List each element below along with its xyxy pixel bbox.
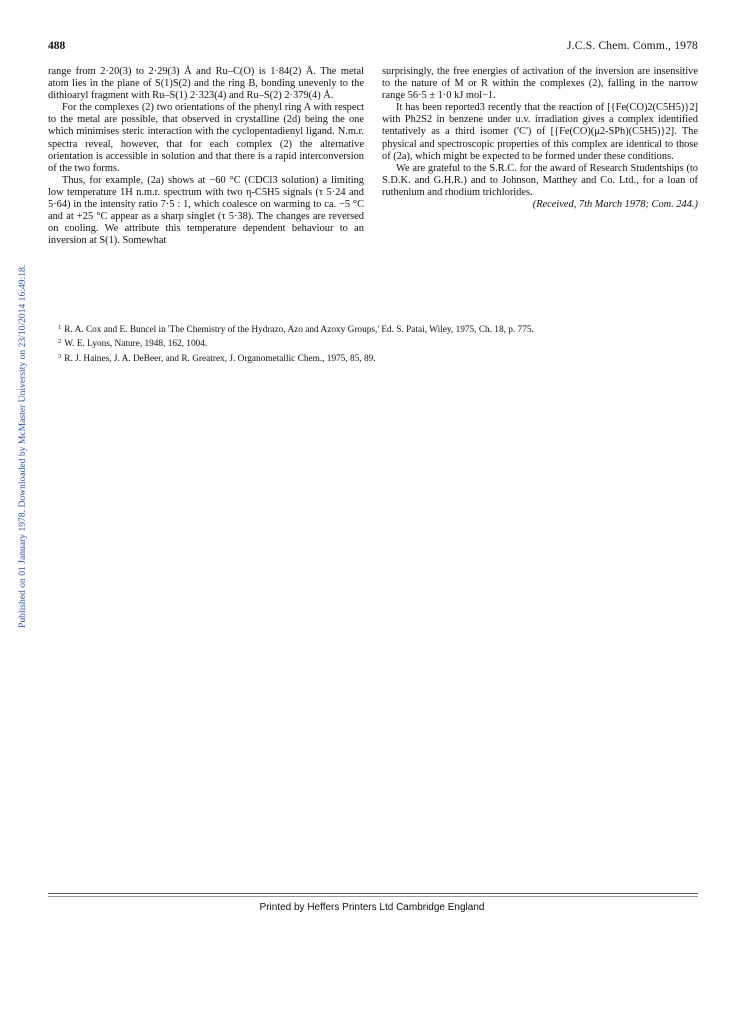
side-publication-note [4,228,28,638]
reference-item [58,322,698,336]
left-column [48,66,364,247]
reference-text: R. J. Haines, J. A. DeBeer, and R. Greatrex, J. Organometallic Chem., 1975, 85, 89. [64,353,376,364]
reference-number: 3 [58,352,62,360]
reference-item [58,336,698,350]
reference-number: 2 [58,338,62,346]
right-column [382,66,698,211]
side-note-text: Published on 01 January 1978. Downloaded by McMaster University on 23/10/2014 16:49:18. [17,264,28,628]
left-paragraph-1: range from 2·20(3) to 2·29(3) Å and Ru–C(O) is 1·84(2) Å. The metal atom lies in the plane of S(1)S(2) and the ring B, bonding unevenly to the dithioaryl fragment with Ru–S(1) 2·323(4) and Ru–S(2) 2·379(4) Å. [48,66,364,102]
reference-text: W. E. Lyons, Nature, 1948, 162, 1004. [64,339,208,350]
footer-rule-bottom [48,896,698,897]
page-number: 488 [48,40,66,52]
left-paragraph-2: For the complexes (2) two orientations of the phenyl ring A with respect to the metal are possible, that observed in crystalline (2d) being the one which minimises steric interaction with the cyclopentadienyl ligand. N.m.r. spectra reveal, however, that for each complex (2) the alternative orientation is accessible in solution and that there is a rapid interconversion of the two forms. [48,102,364,174]
reference-text: R. A. Cox and E. Buncel in 'The Chemistry of the Hydrazo, Azo and Azoxy Groups,' Ed. S. Patai, Wiley, 1975, Ch. 18, p. 775. [64,325,534,335]
footer-rule-top [48,893,698,894]
right-paragraph-2: It has been reported3 recently that the reaction of [{Fe(CO)2(C5H5)}2] with Ph2S2 in benzene under u.v. irradiation gives a complex identified tentatively as a third isomer ('C') of [{Fe(CO)(μ2-SPh)(C5H5)}2]. The physical and spectroscopic properties of this complex are identical to those of (2a), which might be expected to be formed under these conditions. [382,102,698,162]
references-list [58,322,698,365]
running-head: J.C.S. Chem. Comm., 1978 [567,40,698,52]
received-date: (Received, 7th March 1978; Com. 244.) [532,199,698,211]
right-paragraph-1: surprisingly, the free energies of activation of the inversion are insensitive to the nature of M or R within the complexes (2), falling in the narrow range 56·5 ± 1·0 kJ mol−1. [382,66,698,102]
left-paragraph-3: Thus, for example, (2a) shows at −60 °C (CDCl3 solution) a limiting low temperature 1H n.m.r. spectrum with two η-C5H5 signals (τ 5·24 and 5·64) in the intensity ratio 7·5 : 1, which coalesce on warming to ca. −5 °C and at +25 °C appear as a sharp singlet (τ 5·38). The changes are reversed on cooling. We attribute this temperature dependent behaviour to an inversion at S(1). Somewhat [48,174,364,247]
reference-item [58,351,698,365]
right-paragraph-3: We are grateful to the S.R.C. for the award of Research Studentships (to S.D.K. and G.H.R.) and to Johnson, Matthey and Co. Ltd., for a loan of ruthenium and rhodium trichlorides. [382,162,698,198]
reference-number: 1 [58,324,62,331]
printer-line: Printed by Heffers Printers Ltd Cambridge England [259,902,485,913]
